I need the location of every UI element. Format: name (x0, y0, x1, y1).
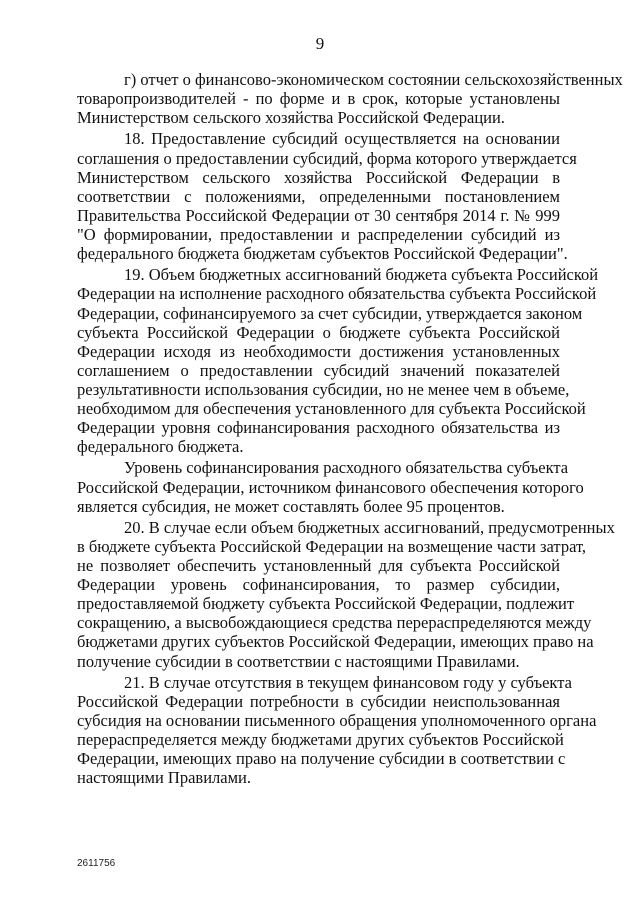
text-line: Уровень софинансирования расходного обязательства субъекта (124, 458, 569, 478)
text-line: 21. В случае отсутствия в текущем финансовом году у субъекта (124, 672, 572, 692)
paragraph-20 (77, 517, 615, 671)
text-line: Федерации исходя из необходимости достижения установленных (77, 341, 560, 361)
text-line: необходимом для обеспечения установленного для субъекта Российской (77, 398, 586, 418)
text-line: получение субсидии в соответствии с настоящими Правилами. (77, 651, 520, 671)
text-line: Федерации, софинансируемого за счет субсидии, утверждается законом (77, 303, 583, 323)
document-body (77, 70, 623, 790)
text-line: субсидия на основании письменного обращения уполномоченного органа (77, 711, 597, 731)
text-line: Федерации на исполнение расходного обязательства субъекта Российской (77, 284, 597, 304)
document-code: 2611756 (77, 858, 116, 869)
text-line: перераспределяется между бюджетами других субъектов Российской (77, 730, 564, 750)
text-line: г) отчет о финансово-экономическом состоянии сельскохозяйственных (124, 70, 623, 89)
paragraph-18 (77, 129, 577, 264)
text-line: Российской Федерации, источником финансового обеспечения которого (77, 477, 584, 497)
text-line: настоящими Правилами. (77, 768, 251, 788)
text-line: Министерством сельского хозяйства Российской Федерации в (77, 167, 560, 187)
text-line: Федерации, имеющих право на получение субсидии в соответствии с (77, 749, 566, 769)
text-line: результативности использования субсидии, но не менее чем в объеме, (77, 379, 570, 399)
text-line: "О формировании, предоставлении и распределении субсидий из (77, 224, 560, 244)
text-line: федерального бюджета. (77, 437, 244, 457)
text-line: в бюджете субъекта Российской Федерации на возмещение части затрат, (77, 537, 587, 556)
text-line: соглашением о предоставлении субсидий значений показателей (77, 360, 560, 380)
text-line: Российской Федерации потребности в субсидии неиспользованная (77, 691, 560, 711)
text-line: бюджетами других субъектов Российской Федерации, имеющих право на (77, 632, 594, 652)
paragraph-cofinancing-level (77, 458, 584, 516)
paragraph-19 (77, 265, 599, 457)
paragraph-21 (77, 672, 597, 788)
text-line: соглашения о предоставлении субсидий, форма которого утверждается (77, 148, 577, 168)
text-line: федерального бюджета бюджетам субъектов Российской Федерации". (77, 244, 568, 264)
paragraph-report-item-g (77, 70, 623, 128)
text-line: Правительства Российской Федерации от 30 сентября 2014 г. № 999 (77, 205, 560, 225)
text-line: является субсидия, не может составлять более 95 процентов. (77, 496, 505, 516)
text-line: 18. Предоставление субсидий осуществляется на основании (124, 129, 560, 149)
text-line: не позволяет обеспечить установленный для субъекта Российской (77, 556, 560, 576)
text-line: товаропроизводителей - по форме и в срок, которые установлены (77, 89, 560, 109)
text-line: соответствии с положениями, определенными постановлением (77, 186, 560, 206)
page-number: 9 (315, 34, 325, 53)
text-line: Федерации уровня софинансирования расходного обязательства из (77, 418, 560, 438)
text-line: сокращению, а высвобождающиеся средства перераспределяются между (77, 613, 592, 633)
text-line: 20. В случае если объем бюджетных ассигнований, предусмотренных (124, 517, 615, 537)
text-line: 19. Объем бюджетных ассигнований бюджета субъекта Российской (124, 265, 599, 285)
text-line: Федерации уровень софинансирования, то размер субсидии, (77, 575, 560, 595)
text-line: субъекта Российской Федерации о бюджете субъекта Российской (77, 322, 560, 342)
text-line: Министерством сельского хозяйства Российской Федерации. (77, 108, 505, 128)
text-line: предоставляемой бюджету субъекта Российской Федерации, подлежит (77, 594, 575, 614)
